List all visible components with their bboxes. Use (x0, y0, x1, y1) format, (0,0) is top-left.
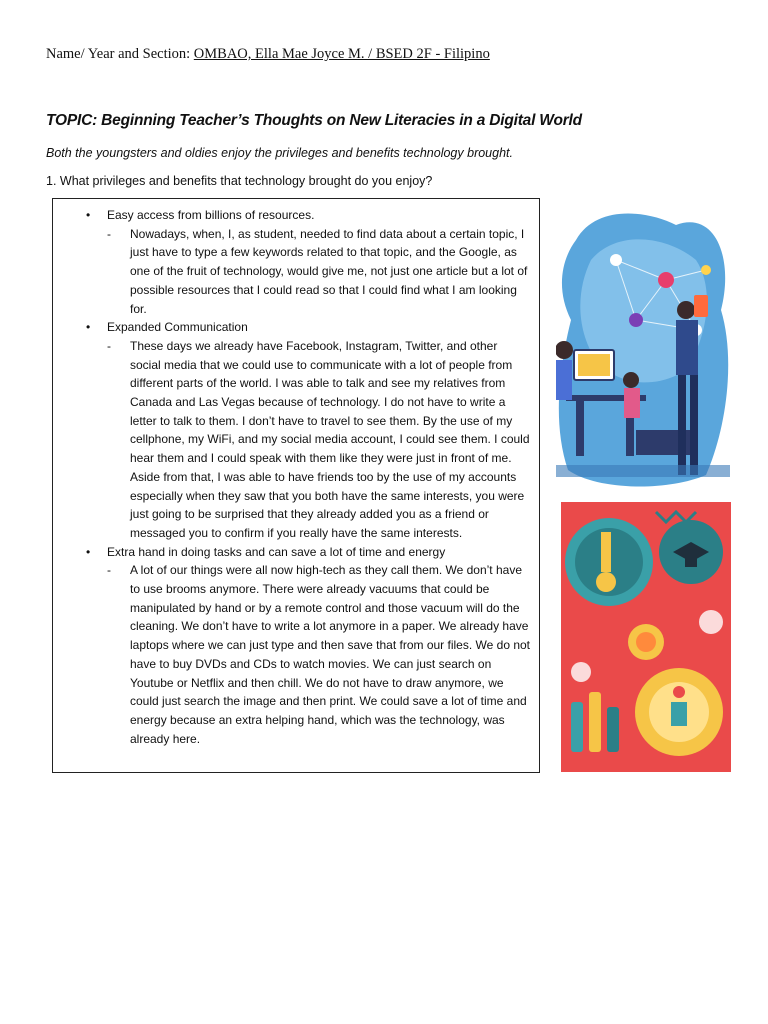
answer-detail (107, 561, 539, 748)
answer-detail-text: Nowadays, when, I, as student, needed to find data about a certain topic, I just have to type a few keywords related to that topic, and the Google, as one of the fruit of technology, would give me, not just one article but a lot of possible resources that I could read so that I could find what I am looking for. (130, 226, 528, 316)
subtitle: Both the youngsters and oldies enjoy the privileges and benefits technology brought. (46, 146, 513, 160)
answer-detail-text: A lot of our things were all now high-tech as they call them. We don’t have to use brooms anymore. There were already vacuums that could be manipulated by hand or by a remote control and those vacuum will do the cleaning. We don’t have to write a lot anymore in a paper. We already have laptops where we can just type and then save that from our files. We do not have to buy DVDs and CDs to watch movies. We can just search on Youtube or Netflix and then chill. We do not have to draw anymore, we could just search the image and then print. We could save a lot of time and energy because an extra helping hand, which was the technology, was already here. (130, 563, 531, 746)
answer-heading: Extra hand in doing tasks and can save a lot of time and energy (107, 544, 446, 559)
answer-item (53, 206, 539, 318)
science-education-illustration (561, 502, 731, 772)
dash-icon: - (107, 338, 111, 353)
answer-detail (107, 225, 539, 319)
bullet-icon: • (86, 208, 91, 222)
bullet-icon: • (86, 544, 91, 559)
answer-detail-text: These days we already have Facebook, Instagram, Twitter, and other social media that we could use to communicate with a lot of people from different parts of the world. I was able to talk and see my relatives from Canada and Las Vegas because of technology. I do not have to write a letter to talk to them. I don’t have to travel to see them. By the use of my cellphone, my WiFi, and my social media account, I could see them. I could hear them and I could speak with them like they were just in front of me. Aside from that, I was able to have friends too by the use of my accounts especially when they saw that you both have the same interests, you were just going to be surprised that they already added you as a friend or messaged you to confirm if you really have the same interests. (130, 338, 530, 540)
topic-title: TOPIC: Beginning Teacher’s Thoughts on New Literacies in a Digital World (46, 112, 582, 129)
answer-item (53, 318, 539, 542)
name-line (46, 46, 490, 63)
answer-heading: Expanded Communication (107, 320, 248, 335)
digital-teamwork-illustration (556, 200, 730, 490)
question: 1. What privileges and benefits that technology brought do you enjoy? (46, 174, 433, 188)
answer-box (52, 198, 540, 773)
answer-item (53, 543, 539, 749)
answer-detail (107, 337, 539, 543)
name-label: Name/ Year and Section: (46, 46, 191, 62)
name-value: OMBAO, Ella Mae Joyce M. / BSED 2F - Filipino (193, 46, 490, 62)
dash-icon: - (107, 226, 111, 241)
answer-list (53, 206, 539, 748)
dash-icon: - (107, 563, 111, 578)
bullet-icon: • (86, 320, 91, 335)
answer-heading: Easy access from billions of resources. (107, 208, 315, 222)
